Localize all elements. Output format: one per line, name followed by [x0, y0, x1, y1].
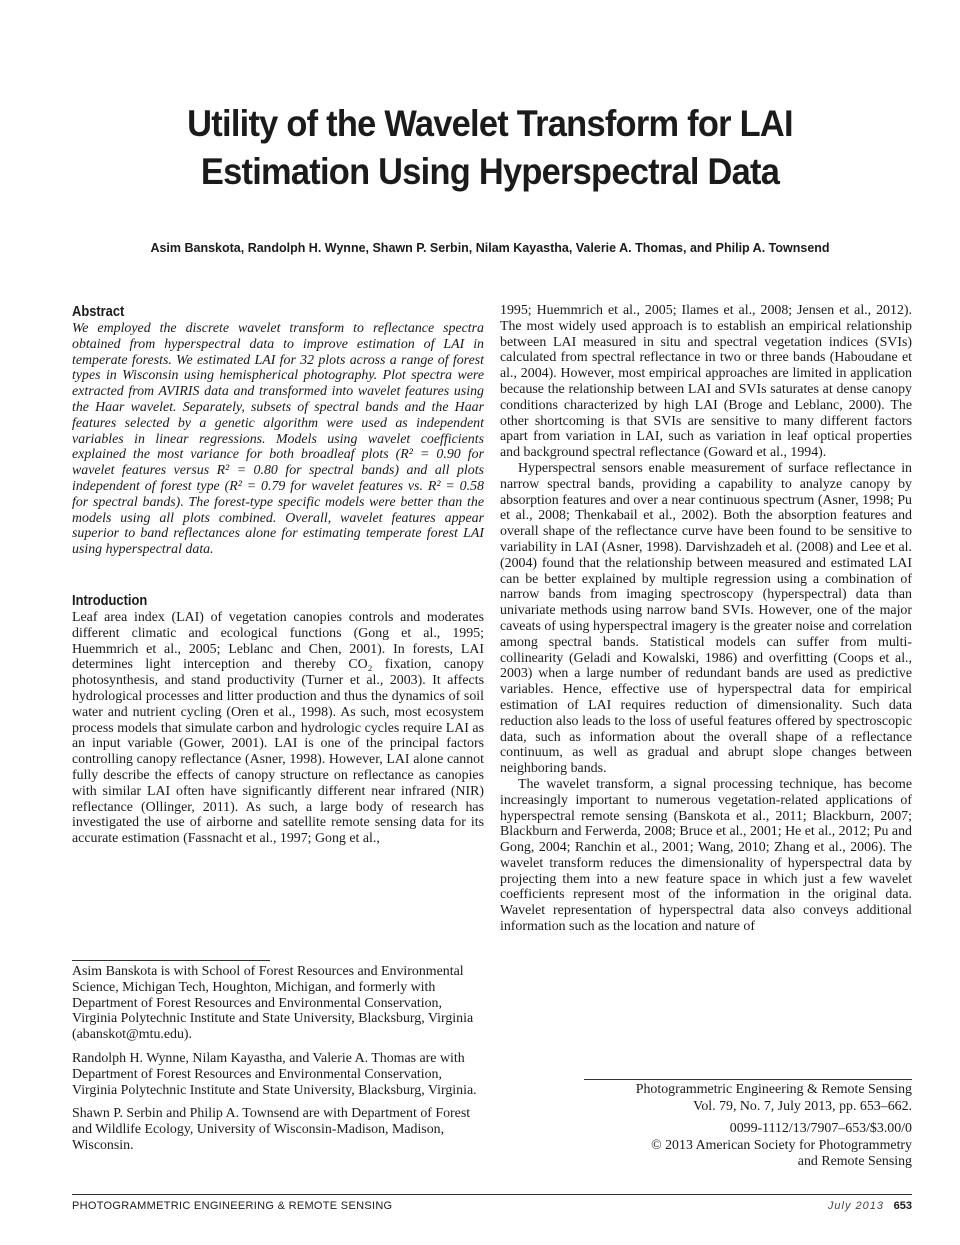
journal-volume: Vol. 79, No. 7, July 2013, pp. 653–662. — [693, 1098, 912, 1114]
journal-name: Photogrammetric Engineering & Remote Sensing — [635, 1082, 912, 1097]
paper-title: Utility of the Wavelet Transform for LAI Estimation Using Hyperspectral Data — [187, 103, 793, 192]
right-column — [500, 303, 912, 935]
abstract-text: We employed the discrete wavelet transform to reflectance spectra obtained from hyperspectral data to improve estimation of LAI in temperate forests. We estimated LAI for 32 plots across a range of forest types in Wisconsin using hemispherical photography. Plot spectra were extracted from AVIRIS data and transformed into wavelet features using the Haar wavelet. Separately, subsets of spectral bands and the Haar features selected by a genetic algorithm were used as independent variables in linear regressions. Models using wavelet coefficients explained the most variance for both broadleaf plots (R² = 0.90 for wavelet features versus R² = 0.80 for spectral bands) and all plots independent of forest type (R² = 0.79 for wavelet features vs. R² = 0.58 for spectral bands). The forest-type specific models were better than the models using all plots combined. Overall, wavelet features appear superior to band reflectances alone for estimating temperate forest LAI using hyperspectral data. — [72, 321, 484, 558]
copyright-notice: © 2013 American Society for Photogrammetry — [651, 1137, 912, 1153]
body-paragraph: The wavelet transform, a signal processing technique, has become increasingly important to numerous vegetation-related applications of hyperspectral remote sensing (Banskota et al., 2011; Blackburn, 2007; Blackburn and Ferwerda, 2008; Bruce et al., 2001; He et al., 2012; Pu and Gong, 2004; Ranchin et al., 2001; Wang, 2010; Zhang et al., 2006). The wavelet transform reduces the dimensionality of hyperspectral data by projecting them into a new feature space in which just a few wavelet coefficients represent most of the information in the original data. Wavelet representation of hyperspectral data also conveys additional information such as the location and nature of — [500, 776, 912, 935]
affiliation-note: Randolph H. Wynne, Nilam Kayastha, and Valerie A. Thomas are with Department of Forest Resources and Environmental Conservation, Virginia Polytechnic Institute and State University, Blacksburg, Virginia. — [72, 1050, 477, 1098]
author-list: Asim Banskota, Randolph H. Wynne, Shawn P. Serbin, Nilam Kayastha, Valerie A. Thomas, and Philip A. Townsend — [150, 241, 830, 255]
body-paragraph: Hyperspectral sensors enable measurement of surface reflectance in narrow spectral bands, providing a capability to analyze canopy by absorption features and over a near continuous spectrum (Asner, 1998; Pu et al., 2008; Thenkabail et al., 2002). Both the absorption features and overall shape of the reflectance curve have been found to be sensitive to variability in LAI (Asner, 1998). Darvishzadeh et al. (2008) and Lee et al. (2004) found that the relationship between measured and estimated LAI can be better explained by multiple regression using a combination of narrow bands from imaging spectroscopy (hyperspectral) data than univariate methods using narrow band SVIs. However, one of the major caveats of using hyperspectral imagery is the greater noise and correlation among spectral bands. Statistical models can suffer from multi-collinearity (Geladi and Kowalski, 1986) and overfitting (Coops et al., 2003) when a large number of redundant bands are used as predictive variables. Hence, effective use of hyperspectral data for empirical estimation of LAI requires reduction of dimensionality. Such data reduction also leads to the loss of useful features offered by spectroscopic data, such as information about the overall shape of a reflectance continuum, as well as gradual and abrupt slope changes between neighboring bands. — [500, 460, 912, 777]
author-affiliations — [72, 964, 484, 1162]
running-footer-journal: PHOTOGRAMMETRIC ENGINEERING & REMOTE SENSING — [72, 1200, 393, 1212]
left-column — [72, 303, 484, 847]
introduction-heading: Introduction — [72, 591, 148, 609]
page-number: 653 — [893, 1200, 912, 1212]
affiliation-note: Shawn P. Serbin and Philip A. Townsend are with Department of Forest and Wildlife Ecology, University of Wisconsin-Madison, Madison, Wisconsin. — [72, 1106, 471, 1153]
copyright-notice-cont: and Remote Sensing — [797, 1154, 912, 1169]
body-paragraph: 1995; Huemmrich et al., 2005; Ilames et al., 2008; Jensen et al., 2012). The most widely used approach is to establish an empirical relationship between LAI measured in situ and spectral vegetation indices (SVIs) calculated from spectral reflectance in two or three bands (Haboudane et al., 2004). However, most empirical approaches are limited in application because the relationship between LAI and SVIs saturates at dense canopy conditions characterized by high LAI (Broge and Leblanc, 2000). The other shortcoming is that SVIs are sensitive to many different factors apart from variation in LAI, such as variation in leaf optical properties and background spectral reflectance (Goward et al., 1994). — [500, 303, 912, 461]
affiliation-note: Asim Banskota is with School of Forest Resources and Environmental Science, Michigan Tech, Houghton, Michigan, and formerly with Department of Forest Resources and Environmental Conservation, Virginia Polytechnic Institute and State University, Blacksburg, Virginia (abanskot@mtu.edu). — [72, 964, 474, 1043]
footer-rule — [72, 1194, 912, 1195]
article-code: 0099-1112/13/7907–653/$3.00/0 — [729, 1121, 912, 1136]
footnote-rule — [72, 960, 270, 961]
abstract-heading: Abstract — [72, 303, 125, 320]
introduction-text: Leaf area index (LAI) of vegetation canopies controls and moderates different climatic and ecological functions (Gong et al., 1995; Huemmrich et al., 2005; Leblanc and Chen, 2001). In forests, LAI determines light interception and thereby CO₂ fixation, canopy photosynthesis, and stand productivity (Turner et al., 2003). It affects hydrological processes and litter production and thus the dynamics of soil water and nutrient cycling (Oren et al., 1998). As such, most ecosystem process models that simulate carbon and hydrologic cycles require LAI as an input variable (Gower, 2001). LAI is one of the principal factors controlling canopy reflectance (Asner, 1998). However, LAI alone cannot fully describe the effects of canopy structure on reflectance as canopies with similar LAI often have significantly different near infrared (NIR) reflectance (Ollinger, 2011). As such, a large body of research has investigated the use of airborne and satellite remote sensing data for its accurate estimation (Fassnacht et al., 1997; Gong et al., — [72, 609, 484, 847]
journal-box-rule — [584, 1079, 912, 1080]
journal-info-box — [560, 1082, 912, 1171]
running-footer-date: July 2013 — [827, 1200, 884, 1212]
